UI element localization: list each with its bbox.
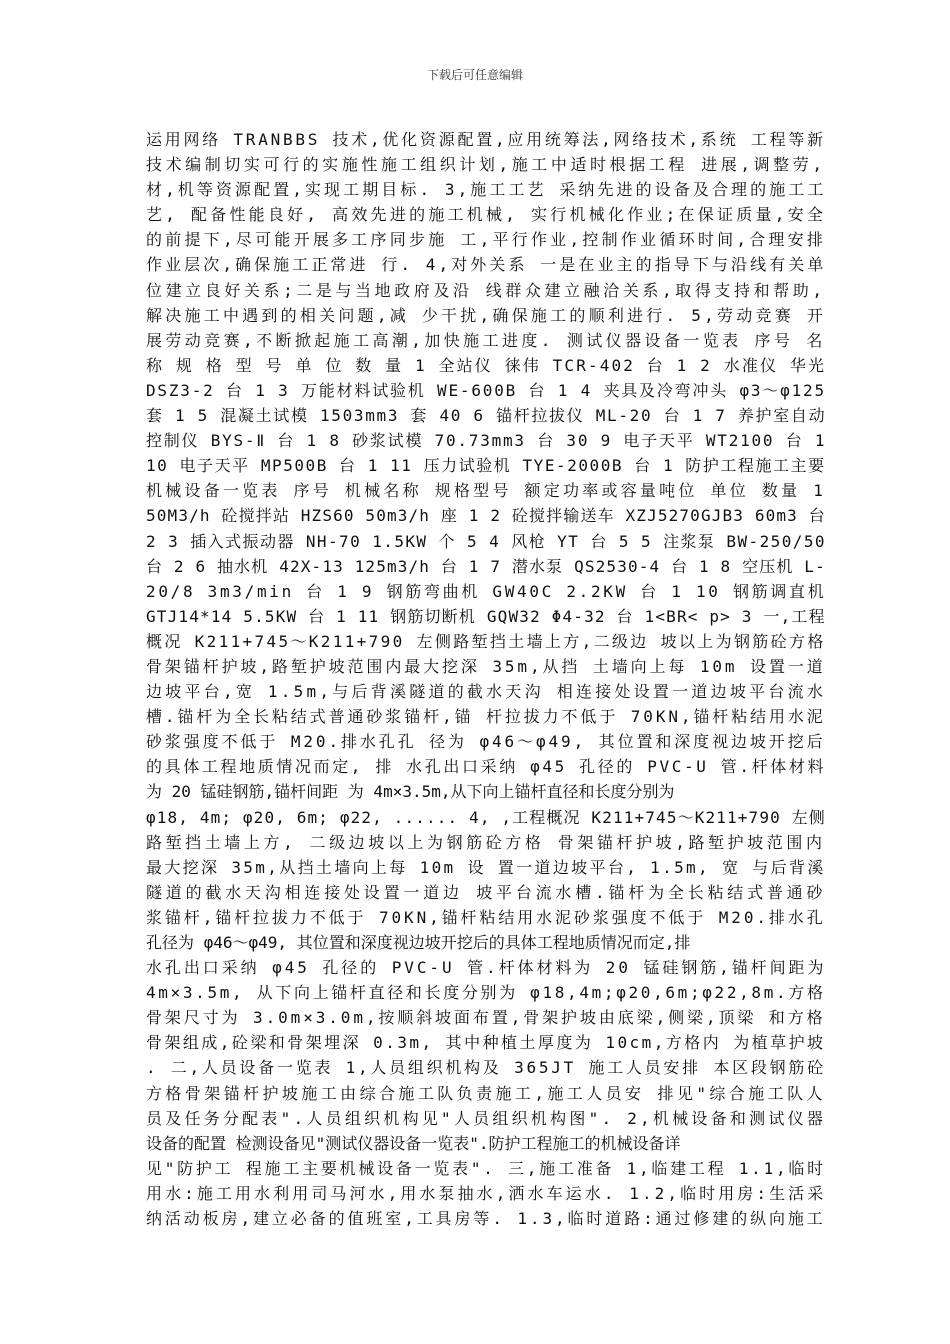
text-line: 最大挖深 35m,从挡土墙向上每 10m 设 置一道边坡平台, 1.5m, 宽 与后背溪 bbox=[146, 857, 826, 877]
text-line: 称 规 格 型 号 单 位 数 量 1 全站仪 徕伟 TCR-402 台 1 2 水准仪 华光 bbox=[146, 355, 827, 375]
text-line: 概况 K211+745～K211+790 左侧路堑挡土墙上方,二级边 坡以上为钢筋砼方格 bbox=[146, 631, 826, 651]
text-line: 作业层次,确保施工正常进 行. 4,对外关系 一是在业主的指导下与沿线有关单 bbox=[146, 255, 827, 275]
text-line: 为 20 锰硅钢筋,锚杆间距 为 4m×3.5m,从下向上锚杆直径和长度分别为 bbox=[146, 782, 675, 802]
text-line: 10 电子天平 MP500B 台 1 11 压力试验机 TYE-2000B 台 1 防护工程施工主要 bbox=[146, 456, 826, 476]
text-line: 位建立良好关系;二是与当地政府及沿 线群众建立融洽关系,取得支持和帮助, bbox=[146, 280, 826, 300]
text-line: 运用网络 TRANBBS 技术,优化资源配置,应用统筹法,网络技术,系统 工程等新 bbox=[146, 130, 826, 149]
text-line: 骨架组成,砼梁和骨架埋深 0.3m, 其中种植土厚度为 10cm,方格内 为植草护坡 bbox=[146, 1033, 826, 1053]
text-line: 解决施工中遇到的相关问题,减 少干扰,确保施工的顺利进行. 5,劳动竞赛 开 bbox=[146, 305, 827, 325]
text-line: 纳活动板房,建立必备的值班室,工具房等. 1.3,临时道路:通过修建的纵向施工 bbox=[146, 1209, 826, 1229]
text-line: 2 3 插入式振动器 NH-70 1.5KW 个 5 4 风枪 YT 台 5 5 注浆泵 BW-250/50 bbox=[146, 531, 826, 551]
text-line: 砂浆强度不低于 M20.排水孔孔 径为 φ46～φ49, 其位置和深度视边坡开挖后 bbox=[146, 732, 826, 752]
text-line: 方格骨架锚杆护坡施工由综合施工队负责施工,施工人员安 排见"综合施工队人 bbox=[146, 1083, 826, 1103]
text-line: 50M3/h 砼搅拌站 HZS60 50m3/h 座 1 2 砼搅拌输送车 XZJ5270GJB3 60m3 台 bbox=[146, 506, 826, 526]
text-line: 的前提下,尽可能开展多工序同步施 工,平行作业,控制作业循环时间,合理安排 bbox=[146, 230, 827, 250]
text-line: 骨架尺寸为 3.0m×3.0m,按顺斜坡面布置,骨架护坡由底梁,侧梁,顶梁 和方格 bbox=[146, 1008, 826, 1028]
text-line: . 二,人员设备一览表 1,人员组织机构及 365JT 施工人员安排 本区段钢筋砼 bbox=[146, 1058, 826, 1078]
text-line: φ18, 4m; φ20, 6m; φ22, ...... 4, ,工程概况 K211+745～K211+790 左侧 bbox=[146, 807, 826, 827]
page-header: 下载后可任意编辑 bbox=[426, 68, 523, 82]
text-line: GTJ14*14 5.5KW 台 1 11 钢筋切断机 GQW32 Φ4-32 台 1<BR< p> 3 一,工程 bbox=[146, 606, 826, 626]
text-line: 水孔出口采纳 φ45 孔径的 PVC-U 管.杆体材料为 20 锰硅钢筋,锚杆间距为 bbox=[146, 958, 827, 978]
text-line: 艺, 配备性能良好, 高效先进的施工机械, 实行机械化作业;在保证质量,安全 bbox=[146, 205, 827, 225]
text-line: 槽.锚杆为全长粘结式普通砂浆锚杆,锚 杆拉拔力不低于 70KN,锚杆粘结用水泥 bbox=[146, 707, 826, 727]
text-line: 见"防护工 程施工主要机械设备一览表". 三,施工准备 1,临建工程 1.1,临时 bbox=[146, 1158, 826, 1178]
text-line: 浆锚杆,锚杆拉拔力不低于 70KN,锚杆粘结用水泥砂浆强度不低于 M20.排水孔 bbox=[146, 907, 826, 927]
text-line: 用水:施工用水利用司马河水,用水泵抽水,洒水车运水. 1.2,临时用房:生活采 bbox=[146, 1183, 827, 1203]
text-line: 机械设备一览表 序号 机械名称 规格型号 额定功率或容量吨位 单位 数量 1 bbox=[146, 481, 827, 501]
text-line: 技术编制切实可行的实施性施工组织计划,施工中适时根据工程 进展,调整劳, bbox=[146, 155, 826, 175]
text-line: 20/8 3m3/min 台 1 9 钢筋弯曲机 GW40C 2.2KW 台 1 10 钢筋调直机 bbox=[146, 581, 827, 601]
text-line: 材,机等资源配置,实现工期目标. 3,施工工艺 采纳先进的设备及合理的施工工 bbox=[146, 180, 827, 200]
text-line: 路堑挡土墙上方, 二级边坡以上为钢筋砼方格 骨架锚杆护坡,路堑护坡范围内 bbox=[146, 832, 826, 852]
text-line: 设备的配置 检测设备见"测试仪器设备一览表".防护工程施工的机械设备详 bbox=[146, 1133, 681, 1153]
body-text bbox=[146, 127, 826, 1231]
text-line: 台 2 6 抽水机 42X-13 125m3/h 台 1 7 潜水泵 QS2530-4 台 1 8 空压机 L- bbox=[146, 556, 826, 576]
text-line: 骨架锚杆护坡,路堑护坡范围内最大挖深 35m,从挡 土墙向上每 10m 设置一道 bbox=[146, 656, 826, 676]
text-line: 孔径为 φ46～φ49, 其位置和深度视边坡开挖后的具体工程地质情况而定,排 bbox=[146, 933, 691, 952]
text-line: 控制仪 BYS-Ⅱ 台 1 8 砂浆试模 70.73mm3 台 30 9 电子天平 WT2100 台 1 bbox=[146, 431, 827, 451]
text-line: 隧道的截水天沟相连接处设置一道边 坡平台流水槽.锚杆为全长粘结式普通砂 bbox=[146, 882, 827, 902]
text-line: DSZ3-2 台 1 3 万能材料试验机 WE-600B 台 1 4 夹具及冷弯冲头 φ3～φ125 bbox=[146, 380, 826, 400]
text-line: 的具体工程地质情况而定, 排 水孔出口采纳 φ45 孔径的 PVC-U 管.杆体材料 bbox=[146, 757, 827, 777]
text-line: 员及任务分配表".人员组织机构见"人员组织机构图". 2,机械设备和测试仪器 bbox=[146, 1108, 827, 1128]
text-line: 套 1 5 混凝土试模 1503mm3 套 40 6 锚杆拉拔仪 ML-20 台 1 7 养护室自动 bbox=[146, 406, 827, 426]
text-line: 边坡平台,宽 1.5m,与后背溪隧道的截水天沟 相连接处设置一道边坡平台流水 bbox=[146, 682, 827, 702]
text-line: 展劳动竞赛,不断掀起施工高潮,加快施工进度. 测试仪器设备一览表 序号 名 bbox=[146, 330, 826, 350]
text-line: 4m×3.5m, 从下向上锚杆直径和长度分别为 φ18,4m;φ20,6m;φ22,8m.方格 bbox=[146, 983, 826, 1003]
